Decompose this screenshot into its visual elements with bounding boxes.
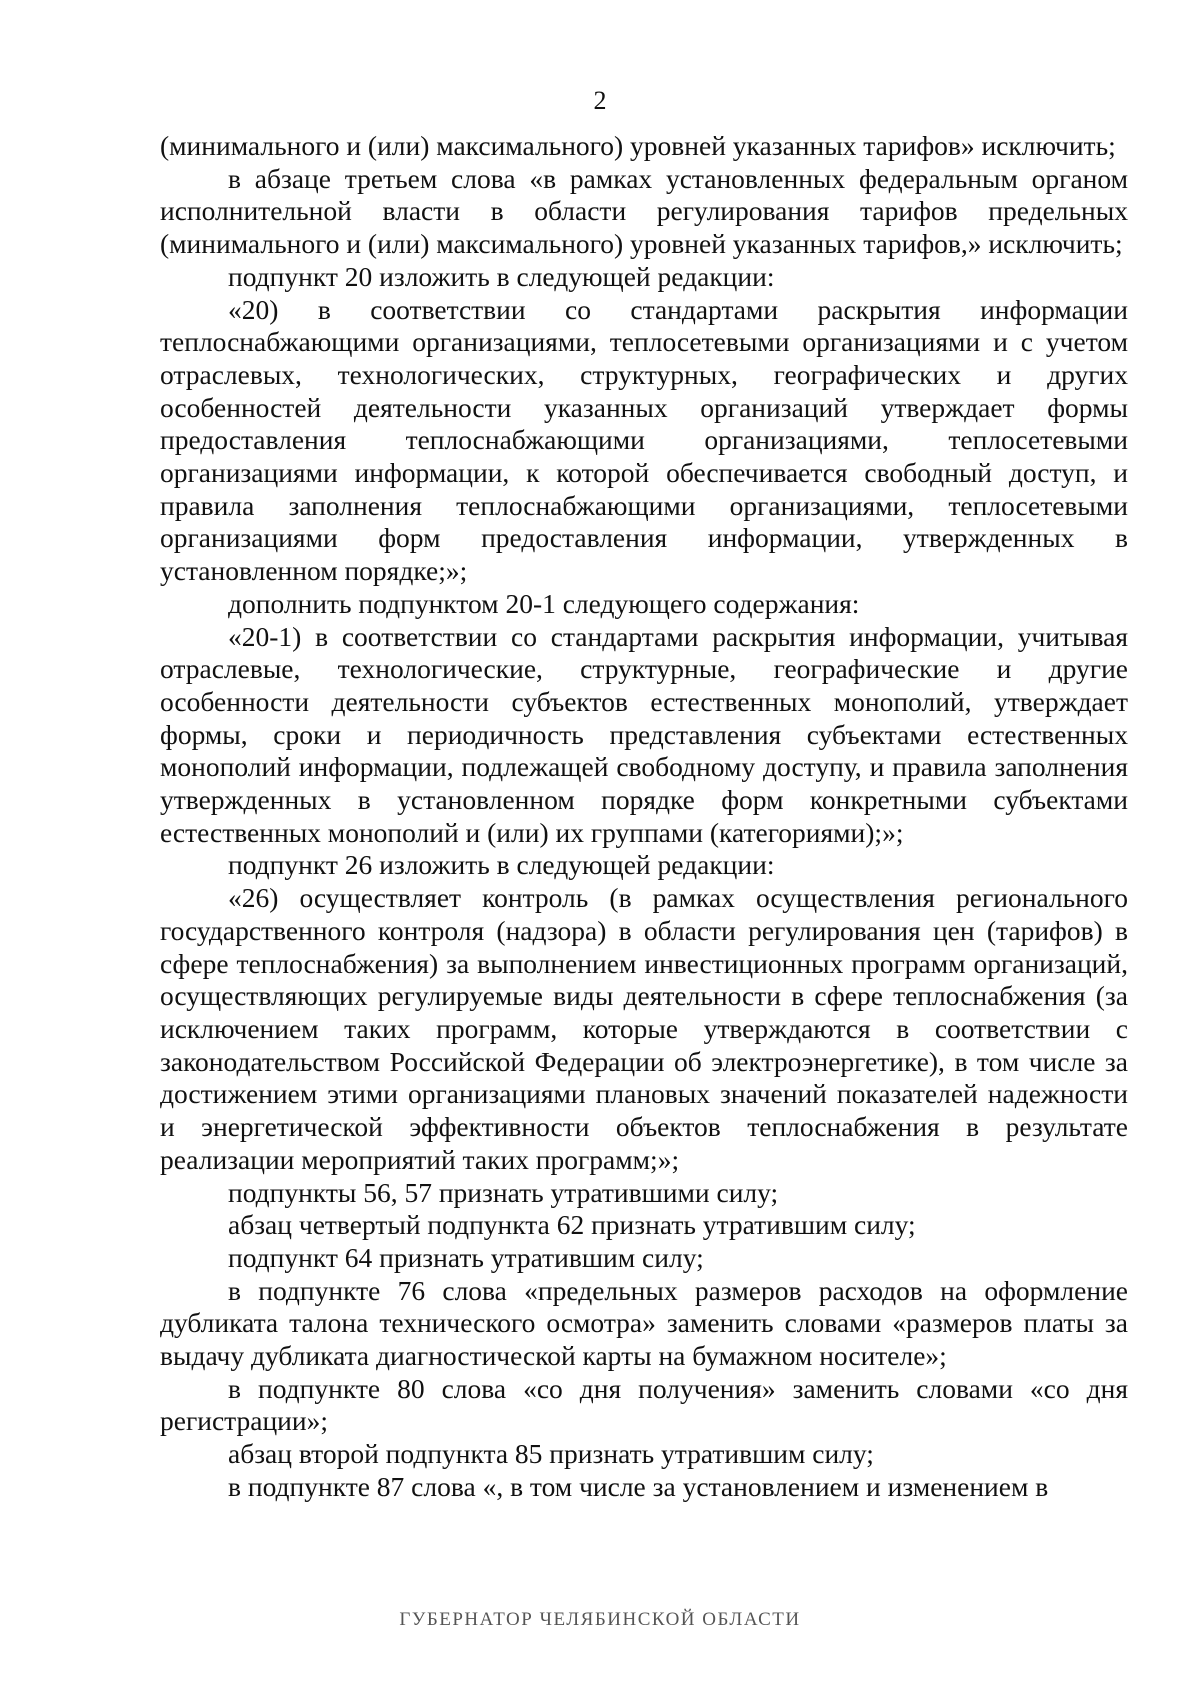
footer-watermark: ГУБЕРНАТОР ЧЕЛЯБИНСКОЙ ОБЛАСТИ <box>399 1609 801 1630</box>
paragraph: в подпункте 87 слова «, в том числе за установлением и изменением в <box>228 1470 1049 1502</box>
paragraph: абзац второй подпункта 85 признать утратившим силу; <box>228 1438 874 1470</box>
paragraph: абзац четвертый подпункта 62 признать утратившим силу; <box>228 1209 916 1241</box>
paragraph: подпункт 26 изложить в следующей редакции: <box>228 849 775 881</box>
paragraph: (минимального и (или) максимального) уровней указанных тарифов» исключить; <box>160 130 1116 161</box>
document-body <box>160 130 1128 1504</box>
paragraph: подпункт 64 признать утратившим силу; <box>228 1241 704 1273</box>
paragraph: в подпункте 76 слова «предельных размеров расходов на оформление дубликата талона технического осмотра» заменить словами «размеров платы за выдачу дубликата диагностической карты на бумажном носителе»; <box>160 1274 1128 1372</box>
paragraph: подпункты 56, 57 признать утратившими силу; <box>228 1176 779 1208</box>
paragraph: подпункт 20 изложить в следующей редакции: <box>228 260 775 292</box>
page-number: 2 <box>593 86 607 115</box>
paragraph: в подпункте 80 слова «со дня получения» заменить словами «со дня регистрации»; <box>160 1372 1128 1437</box>
paragraph: «20) в соответствии со стандартами раскрытия информации теплоснабжающими организациями, теплосетевыми организациями и с учетом отраслевых, технологических, структурных, географических и других особенностей деятельности указанных организаций утверждает формы предоставления теплоснабжающими организациями, теплосетевыми организациями информации, к которой обеспечивается свободный доступ, и правила заполнения теплоснабжающими организациями, теплосетевыми организациями форм предоставления информации, утвержденных в установленном порядке;»; <box>160 293 1128 587</box>
paragraph: в абзаце третьем слова «в рамках установленных федеральным органом исполнительной власти в области регулирования тарифов предельных (минимального и (или) максимального) уровней указанных тарифов,» исключить; <box>160 162 1128 260</box>
paragraph: «26) осуществляет контроль (в рамках осуществления регионального государственного контроля (надзора) в области регулирования цен (тарифов) в сфере теплоснабжения) за выполнением инвестиционных программ организаций, осуществляющих регулируемые виды деятельности в сфере теплоснабжения (за исключением таких программ, которые утверждаются в соответствии с законодательством Российской Федерации об электроэнергетике), в том числе за достижением этими организациями плановых значений показателей надежности и энергетической эффективности объектов теплоснабжения в результате реализации мероприятий таких программ;»; <box>160 882 1128 1175</box>
paragraph: дополнить подпунктом 20-1 следующего содержания: <box>228 587 860 619</box>
paragraph: «20-1) в соответствии со стандартами раскрытия информации, учитывая отраслевые, технологические, структурные, географические и другие особенности деятельности субъектов естественных монополий, утверждает формы, сроки и периодичность представления субъектами естественных монополий информации, подлежащей свободному доступу, и правила заполнения утвержденных в установленном порядке форм конкретными субъектами естественных монополий и (или) их группами (категориями);»; <box>160 620 1128 848</box>
